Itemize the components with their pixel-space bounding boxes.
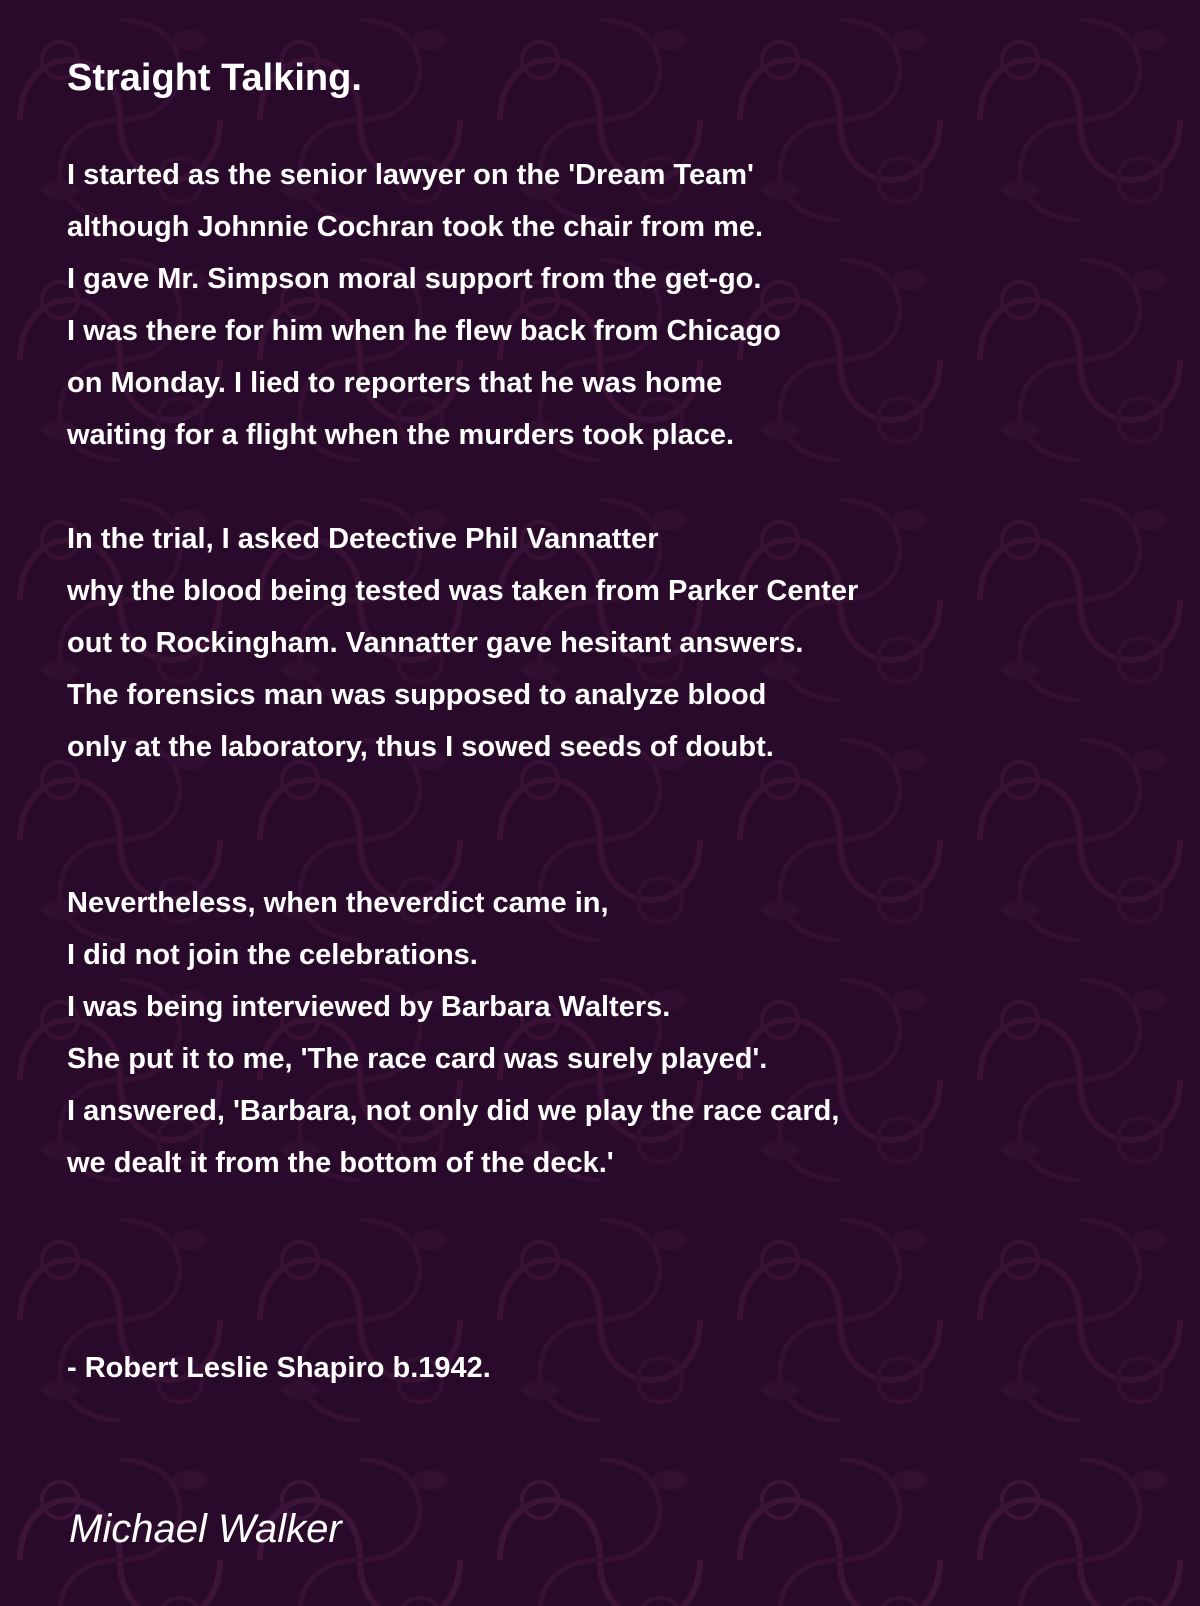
poem-line: She put it to me, 'The race card was surely played'.: [67, 1043, 768, 1075]
stanza-1: [67, 149, 781, 461]
poem-line: I answered, 'Barbara, not only did we play the race card,: [67, 1095, 840, 1127]
poem-line: we dealt it from the bottom of the deck.': [67, 1147, 614, 1179]
poem-line: The forensics man was supposed to analyze blood: [67, 679, 767, 711]
poem-line: I was there for him when he flew back from Chicago: [67, 315, 781, 347]
poem-line: I did not join the celebrations.: [67, 939, 478, 971]
poem-line: Nevertheless, when theverdict came in,: [67, 887, 609, 919]
poem-attribution: - Robert Leslie Shapiro b.1942.: [67, 1352, 491, 1384]
poem-line: why the blood being tested was taken from Parker Center: [67, 575, 859, 607]
poem-line: I gave Mr. Simpson moral support from the get-go.: [67, 263, 762, 295]
poem-line: only at the laboratory, thus I sowed seeds of doubt.: [67, 731, 774, 763]
poem-line: on Monday. I lied to reporters that he was home: [67, 367, 723, 399]
poem-title: Straight Talking.: [67, 57, 362, 99]
poem-line: out to Rockingham. Vannatter gave hesitant answers.: [67, 627, 804, 659]
poem-line: In the trial, I asked Detective Phil Vannatter: [67, 523, 659, 555]
poem-line: although Johnnie Cochran took the chair from me.: [67, 211, 764, 243]
stanza-2: [67, 513, 858, 773]
stanza-3: [67, 877, 839, 1189]
poem-line: I was being interviewed by Barbara Walters.: [67, 991, 671, 1023]
poem-line: waiting for a flight when the murders took place.: [67, 419, 735, 451]
author-name: Michael Walker: [69, 1507, 342, 1551]
poem-line: I started as the senior lawyer on the 'Dream Team': [67, 159, 754, 191]
